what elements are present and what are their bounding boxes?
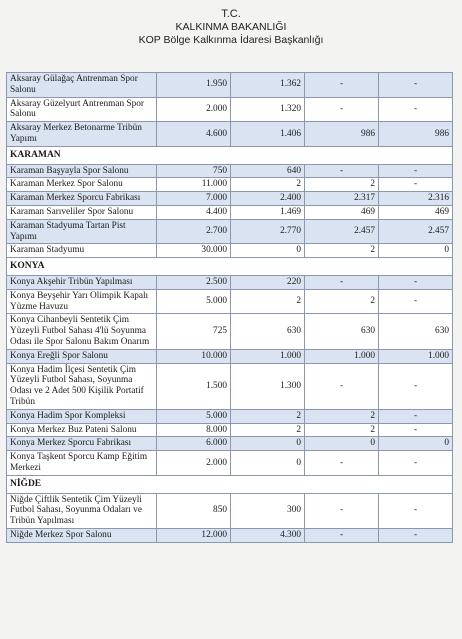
value-cell-col-4: 986 xyxy=(379,122,453,147)
value-cell-col-3: - xyxy=(305,275,379,289)
value-cell-col-2: 1.320 xyxy=(231,97,305,122)
value-cell-col-1: 30.000 xyxy=(157,244,231,258)
value-cell-col-3: - xyxy=(305,528,379,542)
value-cell-col-3: 469 xyxy=(305,205,379,219)
value-cell-col-4: 1.000 xyxy=(379,349,453,363)
header-line-ministry: KALKINMA BAKANLIĞI xyxy=(175,21,287,33)
value-cell-col-4: - xyxy=(379,493,453,528)
project-name-cell: Niğde Merkez Spor Salonu xyxy=(7,528,157,542)
table-row xyxy=(7,205,453,219)
value-cell-col-4: - xyxy=(379,164,453,178)
value-cell-col-2: 2 xyxy=(231,409,305,423)
value-cell-col-3: 986 xyxy=(305,122,379,147)
table-row xyxy=(7,314,453,349)
value-cell-col-3: 2 xyxy=(305,244,379,258)
value-cell-col-2: 220 xyxy=(231,275,305,289)
value-cell-col-4: 630 xyxy=(379,314,453,349)
value-cell-col-1: 7.000 xyxy=(157,192,231,206)
project-name-cell: Aksaray Gülağaç Antrenman Spor Salonu xyxy=(7,73,157,98)
value-cell-col-1: 2.700 xyxy=(157,219,231,244)
document-header xyxy=(0,8,462,47)
table-row xyxy=(7,244,453,258)
project-name-cell: Konya Taşkent Sporcu Kamp Eğitim Merkezi xyxy=(7,451,157,476)
value-cell-col-2: 1.000 xyxy=(231,349,305,363)
project-name-cell: Karaman Merkez Sporcu Fabrikası xyxy=(7,192,157,206)
value-cell-col-1: 12.000 xyxy=(157,528,231,542)
table-row xyxy=(7,423,453,437)
value-cell-col-2: 300 xyxy=(231,493,305,528)
value-cell-col-4: 0 xyxy=(379,437,453,451)
value-cell-col-4: - xyxy=(379,423,453,437)
project-name-cell: Konya Hadim Spor Kompleksi xyxy=(7,409,157,423)
project-name-cell: Konya Merkez Sporcu Fabrikası xyxy=(7,437,157,451)
value-cell-col-4: - xyxy=(379,528,453,542)
value-cell-col-4: - xyxy=(379,178,453,192)
value-cell-col-4: 2.316 xyxy=(379,192,453,206)
project-name-cell: Aksaray Güzelyurt Antrenman Spor Salonu xyxy=(7,97,157,122)
projects-table-wrapper xyxy=(6,72,452,543)
table-row xyxy=(7,289,453,314)
table-row xyxy=(7,363,453,409)
project-name-cell: Konya Cihanbeyli Sentetik Çim Yüzeyli Futbol Sahası 4'lü Soyunma Odası ile Spor Salonu Bakım Onarım xyxy=(7,314,157,349)
value-cell-col-2: 1.469 xyxy=(231,205,305,219)
value-cell-col-1: 1.950 xyxy=(157,73,231,98)
value-cell-col-3: 630 xyxy=(305,314,379,349)
value-cell-col-2: 0 xyxy=(231,244,305,258)
value-cell-col-1: 8.000 xyxy=(157,423,231,437)
table-row xyxy=(7,164,453,178)
table-row xyxy=(7,122,453,147)
value-cell-col-4: 469 xyxy=(379,205,453,219)
value-cell-col-2: 640 xyxy=(231,164,305,178)
value-cell-col-4: 0 xyxy=(379,244,453,258)
value-cell-col-4: - xyxy=(379,73,453,98)
value-cell-col-1: 850 xyxy=(157,493,231,528)
table-row xyxy=(7,493,453,528)
region-section-row xyxy=(7,475,453,493)
project-name-cell: Aksaray Merkez Betonarme Tribün Yapımı xyxy=(7,122,157,147)
value-cell-col-3: - xyxy=(305,73,379,98)
project-name-cell: Niğde Çiftlik Sentetik Çim Yüzeyli Futbol Sahası, Soyunma Odaları ve Tribün Yapılması xyxy=(7,493,157,528)
value-cell-col-2: 0 xyxy=(231,437,305,451)
value-cell-col-1: 2.000 xyxy=(157,97,231,122)
project-name-cell: Karaman Merkez Spor Salonu xyxy=(7,178,157,192)
table-row xyxy=(7,437,453,451)
value-cell-col-2: 0 xyxy=(231,451,305,476)
value-cell-col-4: - xyxy=(379,289,453,314)
project-name-cell: Konya Ereğli Spor Salonu xyxy=(7,349,157,363)
project-name-cell: Karaman Stadyumu xyxy=(7,244,157,258)
value-cell-col-3: - xyxy=(305,493,379,528)
table-row xyxy=(7,97,453,122)
header-line-agency: KOP Bölge Kalkınma İdaresi Başkanlığı xyxy=(138,34,324,46)
value-cell-col-2: 1.406 xyxy=(231,122,305,147)
value-cell-col-4: - xyxy=(379,409,453,423)
value-cell-col-3: 2 xyxy=(305,178,379,192)
table-row xyxy=(7,73,453,98)
value-cell-col-4: - xyxy=(379,451,453,476)
value-cell-col-1: 5.000 xyxy=(157,289,231,314)
region-heading: NİĞDE xyxy=(7,475,453,493)
value-cell-col-2: 2 xyxy=(231,423,305,437)
value-cell-col-1: 1.500 xyxy=(157,363,231,409)
project-name-cell: Konya Merkez Buz Pateni Salonu xyxy=(7,423,157,437)
value-cell-col-3: - xyxy=(305,97,379,122)
value-cell-col-1: 4.400 xyxy=(157,205,231,219)
value-cell-col-3: 2.457 xyxy=(305,219,379,244)
project-name-cell: Karaman Başyayla Spor Salonu xyxy=(7,164,157,178)
project-name-cell: Konya Akşehir Tribün Yapılması xyxy=(7,275,157,289)
value-cell-col-4: - xyxy=(379,363,453,409)
value-cell-col-1: 6.000 xyxy=(157,437,231,451)
value-cell-col-2: 2 xyxy=(231,289,305,314)
value-cell-col-2: 630 xyxy=(231,314,305,349)
value-cell-col-4: 2.457 xyxy=(379,219,453,244)
value-cell-col-3: 2.317 xyxy=(305,192,379,206)
value-cell-col-1: 5.000 xyxy=(157,409,231,423)
projects-table xyxy=(6,72,453,543)
value-cell-col-3: - xyxy=(305,363,379,409)
value-cell-col-1: 11.000 xyxy=(157,178,231,192)
table-row xyxy=(7,451,453,476)
value-cell-col-3: - xyxy=(305,451,379,476)
value-cell-col-1: 725 xyxy=(157,314,231,349)
value-cell-col-3: 2 xyxy=(305,423,379,437)
table-row xyxy=(7,219,453,244)
value-cell-col-4: - xyxy=(379,275,453,289)
value-cell-col-2: 2 xyxy=(231,178,305,192)
value-cell-col-1: 2.500 xyxy=(157,275,231,289)
value-cell-col-3: 0 xyxy=(305,437,379,451)
region-section-row xyxy=(7,258,453,276)
region-section-row xyxy=(7,146,453,164)
value-cell-col-3: 2 xyxy=(305,289,379,314)
value-cell-col-1: 4.600 xyxy=(157,122,231,147)
value-cell-col-2: 4.300 xyxy=(231,528,305,542)
table-row xyxy=(7,192,453,206)
header-line-tc: T.C. xyxy=(221,8,241,20)
value-cell-col-1: 10.000 xyxy=(157,349,231,363)
table-row xyxy=(7,409,453,423)
value-cell-col-3: 1.000 xyxy=(305,349,379,363)
region-heading: KONYA xyxy=(7,258,453,276)
value-cell-col-1: 750 xyxy=(157,164,231,178)
project-name-cell: Karaman Stadyuma Tartan Pist Yapımı xyxy=(7,219,157,244)
project-name-cell: Karaman Sarıveliler Spor Salonu xyxy=(7,205,157,219)
project-name-cell: Konya Beyşehir Yarı Olimpik Kapalı Yüzme Havuzu xyxy=(7,289,157,314)
value-cell-col-4: - xyxy=(379,97,453,122)
table-row xyxy=(7,528,453,542)
region-heading: KARAMAN xyxy=(7,146,453,164)
value-cell-col-1: 2.000 xyxy=(157,451,231,476)
value-cell-col-2: 1.362 xyxy=(231,73,305,98)
projects-table-body xyxy=(7,73,453,543)
table-row xyxy=(7,178,453,192)
table-row xyxy=(7,349,453,363)
value-cell-col-3: - xyxy=(305,164,379,178)
value-cell-col-3: 2 xyxy=(305,409,379,423)
project-name-cell: Konya Hadim İlçesi Sentetik Çim Yüzeyli Futbol Sahası, Soyunma Odası ve 2 Adet 500 Kişilik Portatif Tribün xyxy=(7,363,157,409)
value-cell-col-2: 2.770 xyxy=(231,219,305,244)
table-row xyxy=(7,275,453,289)
value-cell-col-2: 1.300 xyxy=(231,363,305,409)
value-cell-col-2: 2.400 xyxy=(231,192,305,206)
